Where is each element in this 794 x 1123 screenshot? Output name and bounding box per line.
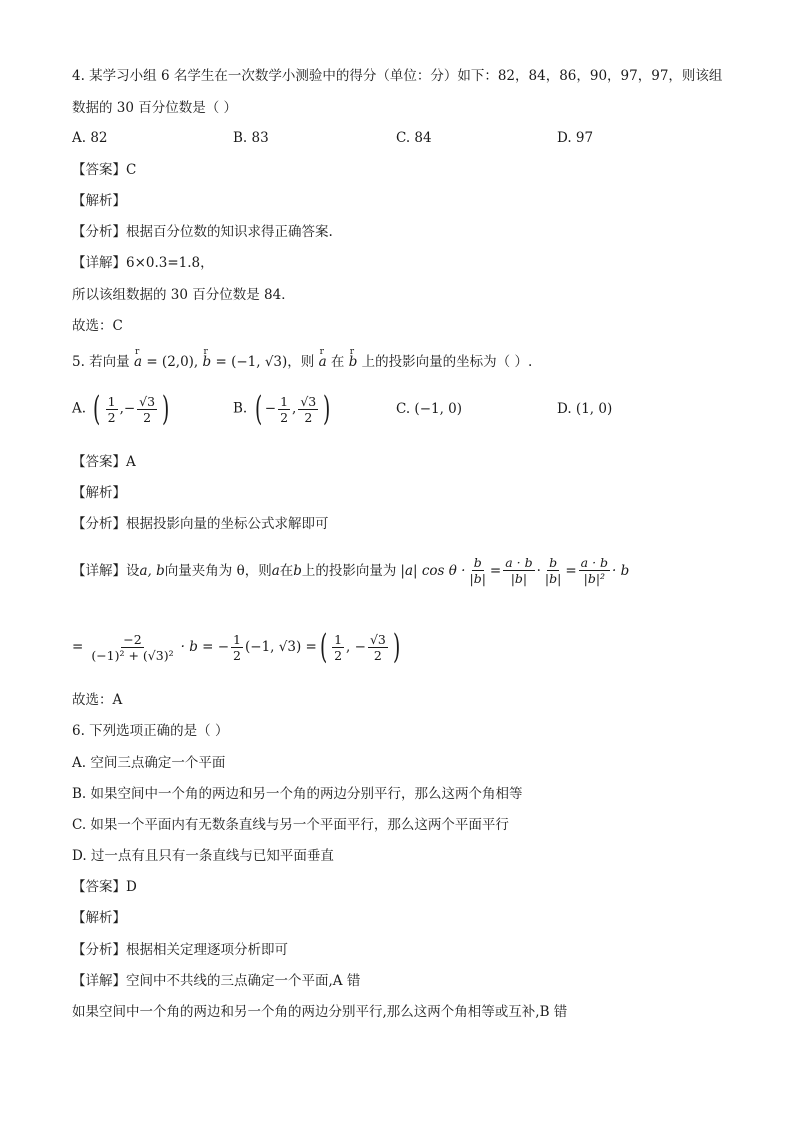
q5-opt-a-den1: 2	[107, 409, 116, 425]
q5-eq-b: = (−1, √3)	[211, 354, 288, 370]
q6-detail2: 如果空间中一个角的两边和另一个角的两边分别平行,那么这两个角相等或互补,B 错	[72, 1004, 568, 1020]
q5-opt-a-sep: ,−	[119, 400, 136, 417]
q5-f3-den: |b|	[544, 571, 562, 586]
q6-fenxi: 【分析】根据相关定理逐项分析即可	[72, 942, 288, 958]
q6-detail: 【详解】空间中不共线的三点确定一个平面,A 错	[72, 973, 361, 989]
q5-detail-post: 上的投影向量为	[301, 562, 397, 579]
q5-stem-pre: 5. 若向量	[72, 354, 134, 370]
q4-option-c: C. 84	[396, 130, 432, 146]
q5-opt-b-pre: −	[264, 400, 277, 417]
q5-opt-a-label: A.	[72, 400, 87, 417]
q4-detail-label: 【详解】	[72, 255, 126, 271]
q5-stem	[72, 352, 532, 372]
q4-options	[72, 130, 734, 146]
q5-l2-den: (−1)² + (√3)²	[91, 647, 174, 663]
q4-fenxi: 【分析】根据百分位数的知识求得正确答案.	[72, 224, 333, 240]
q5-detail-a: a	[271, 562, 280, 579]
q5-opt-a-den2: 2	[143, 409, 152, 425]
q5-opt-b-num1: 1	[280, 393, 289, 409]
q5-options	[72, 389, 734, 429]
q4-option-a: A. 82	[72, 130, 108, 146]
q5-eq-2: =	[565, 562, 577, 579]
q4-conclusion: 所以该组数据的 30 百分位数是 84．	[72, 287, 295, 303]
q5-l2-vec: (−1, √3) =	[245, 639, 317, 655]
q4-option-b: B. 83	[233, 130, 269, 146]
q6-option-b: B. 如果空间中一个角的两边和另一个角的两边分别平行，那么这两个角相等	[72, 786, 523, 802]
q5-analysis-head: 【解析】	[72, 485, 126, 501]
q5-fenxi: 【分析】根据投影向量的坐标公式求解即可	[72, 516, 329, 532]
q5-opt-b-den2: 2	[304, 409, 313, 425]
q5-option-c: C. (−1, 0)	[396, 401, 463, 417]
q5-opt-a-num1: 1	[107, 393, 116, 409]
q5-f4-num: a · b	[580, 555, 609, 570]
q5-vec-a2: r a	[319, 352, 327, 372]
q5-line2-eq: =	[72, 639, 84, 655]
q5-stem-post: 上的投影向量的坐标为（ ）.	[357, 354, 533, 370]
q5-l2-num: −2	[123, 631, 142, 647]
q5-opt-b-label: B.	[233, 400, 248, 417]
q5-answer: 【答案】A	[72, 454, 136, 470]
q4-choose: 故选：C	[72, 318, 123, 334]
q5-f2-num: a · b	[505, 555, 533, 570]
q5-eq-1: =	[489, 562, 502, 579]
q5-opt-b-num2: √3	[300, 393, 317, 409]
q4-stem-line2: 数据的 30 百分位数是（ ）	[72, 100, 238, 116]
q6-analysis-head: 【解析】	[72, 910, 126, 926]
q5-l2-res-num2: √3	[369, 631, 386, 647]
q5-f3-num: b	[549, 555, 558, 570]
q5-detail-b: b	[293, 562, 302, 579]
q5-l2-half-num: 1	[233, 631, 241, 647]
q5-detail-pre: 【详解】设	[72, 562, 140, 579]
q5-vec-a: r a	[134, 352, 142, 372]
q4-option-d: D. 97	[557, 130, 594, 146]
q5-detail-line1	[72, 555, 629, 586]
q5-tail-b: · b	[612, 562, 630, 579]
q5-f1-num: b	[473, 555, 482, 570]
q5-l2-res-sep: , −	[346, 639, 366, 655]
q5-opt-a-num2: √3	[139, 393, 156, 409]
q5-detail-mid: 向量夹角为 θ，则	[164, 562, 272, 579]
q5-f1-den: |b|	[469, 571, 486, 586]
q6-answer: 【答案】D	[72, 879, 137, 895]
q5-l2-res-num1: 1	[334, 631, 343, 647]
q5-eq-a: = (2,0),	[142, 354, 203, 370]
q5-f4-den: |b|²	[583, 571, 606, 586]
q4-answer: 【答案】C	[72, 162, 137, 178]
q5-choose: 故选：A	[72, 692, 123, 708]
q5-option-a: A. ( $\frac{1}{2}$ ,− $\frac{√3}{2}$ )	[72, 389, 170, 429]
q5-detail-ab: a, b	[139, 562, 165, 579]
q4-detail	[72, 253, 214, 273]
q4-detail-math: 6×0.3=1.8，	[126, 255, 214, 271]
q5-stem-on: 在	[326, 354, 349, 370]
q5-vec-b: r b	[203, 352, 212, 372]
q4-stem-line1: 4. 某学习小组 6 名学生在一次数学小测验中的得分（单位：分）如下：82，84，86，90，97，97，则该组	[72, 68, 723, 84]
q5-l2-res-den1: 2	[334, 647, 343, 663]
q5-option-d: D. (1, 0)	[557, 401, 613, 417]
q5-detail-line2: = $\frac{-2}{\text{(−1)² + (√3)²}}$ · b = − $\frac{1}{2}$ (−1, √3) = ( $\frac{1}{2}$ , − $\frac{√3}{2}$ )	[72, 627, 401, 667]
q6-option-a: A. 空间三点确定一个平面	[72, 755, 226, 771]
q5-l2-b: · b = −	[180, 639, 230, 655]
q5-stem-mid: ，则	[287, 354, 319, 370]
q5-opt-b-den1: 2	[280, 409, 289, 425]
q5-f2-den: |b|	[510, 571, 528, 586]
q5-vec-b2: r b	[349, 352, 358, 372]
q4-analysis-head: 【解析】	[72, 193, 126, 209]
q5-l2-half-den: 2	[233, 647, 241, 663]
q6-stem: 6. 下列选项正确的是（ ）	[72, 723, 229, 739]
q5-option-b: B. ( − $\frac{1}{2}$ , $\frac{√3}{2}$ )	[233, 389, 331, 429]
q5-opt-b-sep: ,	[292, 400, 297, 417]
q6-option-d: D. 过一点有且只有一条直线与已知平面垂直	[72, 848, 334, 864]
q5-formula-cos: |a| cos θ ·	[400, 562, 466, 579]
q6-option-c: C. 如果一个平面内有无数条直线与另一个平面平行，那么这两个平面平行	[72, 817, 509, 833]
q5-dot: ·	[536, 562, 541, 579]
q5-detail-on: 在	[279, 562, 294, 579]
q5-l2-res-den2: 2	[373, 647, 382, 663]
